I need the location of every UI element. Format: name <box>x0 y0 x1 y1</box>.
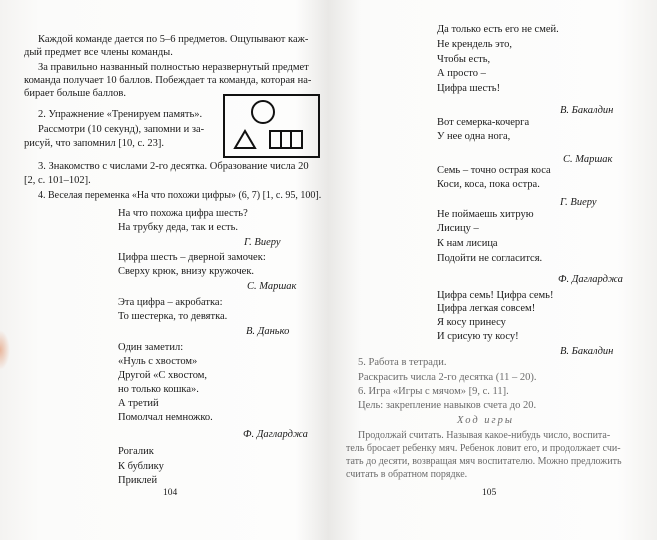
item3-line2: [2, с. 101–102]. <box>24 175 91 186</box>
poem5-line2: К бублику <box>118 461 164 472</box>
poem4-line4: но только кошка». <box>118 384 199 395</box>
item5-line1: 5. Работа в тетради. <box>358 357 447 368</box>
p1-line2: Не крендель это, <box>437 39 512 50</box>
poem5-line3: Приклей <box>118 475 158 486</box>
p4-line2: Лисицу – <box>437 223 479 234</box>
game-line3: тать до десяти, возвращая мяч воспитателю. Можно предложить <box>346 456 622 467</box>
p4-line4: Подойти не согласится. <box>437 253 543 264</box>
poem4-line3: Другой «С хвостом, <box>118 370 208 381</box>
poem1-line2: На трубку деда, так и есть. <box>118 222 239 233</box>
triangle-shape <box>235 131 255 148</box>
poem1-line1: На что похожа цифра шесть? <box>118 208 248 219</box>
p1-line1: Да только есть его не смей. <box>437 24 559 35</box>
item6-line: 6. Игра «Игры с мячом» [9, с. 11]. <box>358 386 509 397</box>
poem1-author: Г. Виеру <box>244 237 281 248</box>
poem4-line6: Помолчал немножко. <box>118 412 213 423</box>
p4-line3: К нам лисица <box>437 238 498 249</box>
poem5-line1: Рогалик <box>118 446 154 457</box>
poem4-line2: «Нуль с хвостом» <box>118 356 198 367</box>
p4-author: Ф. Дагларджа <box>558 274 623 285</box>
p2-line2: У нее одна нога, <box>437 131 511 142</box>
para1-line2: дый предмет все члены команды. <box>24 47 173 58</box>
p1-line3: Чтобы есть, <box>437 54 491 65</box>
memory-shapes-svg <box>225 96 318 156</box>
item4-line: 4. Веселая переменка «На что похожи цифры» (6, 7) [1, с. 95, 100]. <box>38 190 322 201</box>
item3-line1: 3. Знакомство с числами 2-го десятка. Образование числа 20 <box>38 161 309 172</box>
p5-author: В. Бакалдин <box>560 346 614 357</box>
p1-author: В. Бакалдин <box>560 105 614 116</box>
page-number-right: 105 <box>482 488 497 498</box>
para2-line3: бирает больше баллов. <box>24 88 127 99</box>
poem4-author: Ф. Дагларджа <box>243 429 308 440</box>
item5-line2: Раскрасить числа 2-го десятка (11 – 20). <box>358 372 537 383</box>
item2-line3: рисуй, что запомнил [10, с. 23]. <box>24 138 164 149</box>
poem4-line1: Один заметил: <box>118 342 184 353</box>
p4-line1: Не поймаешь хитрую <box>437 209 534 220</box>
p5-line3: Я косу принесу <box>437 317 506 328</box>
p3-line1: Семь – точно острая коса <box>437 165 551 176</box>
p5-line4: И срисую ту косу! <box>437 331 519 342</box>
para1-line1: Каждой команде дается по 5–6 предметов. Ощупывают каж- <box>38 34 309 45</box>
p3-line2: Коси, коса, пока остра. <box>437 179 540 190</box>
poem4-line5: А третий <box>118 398 159 409</box>
goal-line: Цель: закрепление навыков счета до 20. <box>358 400 537 411</box>
memory-figure <box>223 94 320 158</box>
page-number-left: 104 <box>163 488 178 498</box>
p3-author: Г. Виеру <box>560 197 597 208</box>
poem2-author: С. Маршак <box>247 281 297 292</box>
p2-line1: Вот семерка-кочерга <box>437 117 530 128</box>
poem2-line1: Цифра шесть – дверной замочек: <box>118 252 266 263</box>
poem2-line2: Сверху крюк, внизу кружочек. <box>118 266 255 277</box>
game-line4: считать в обратном порядке. <box>346 469 468 480</box>
game-heading: Ход игры <box>457 415 514 426</box>
game-line2: тель бросает ребенку мяч. Ребенок ловит его, и продолжает счи- <box>346 443 621 454</box>
item2-line1: 2. Упражнение «Тренируем память». <box>38 109 203 120</box>
para2-line2: команда получает 10 баллов. Побеждает та команда, которая на- <box>24 75 312 86</box>
page-edge-shadow <box>0 330 10 370</box>
game-line1: Продолжай считать. Называя какое-нибудь число, воспита- <box>358 430 611 441</box>
p2-author: С. Маршак <box>563 154 613 165</box>
p5-line1: Цифра семь! Цифра семь! <box>437 290 554 301</box>
poem3-line2: То шестерка, то девятка. <box>118 311 228 322</box>
p1-line4: А просто – <box>437 68 486 79</box>
circle-shape <box>252 101 274 123</box>
poem3-line1: Эта цифра – акробатка: <box>118 297 223 308</box>
rectangle-shape <box>270 131 302 148</box>
para2-line1: За правильно названный полностью неразвернутый предмет <box>38 62 309 73</box>
p1-line5: Цифра шесть! <box>437 83 501 94</box>
item2-line2: Рассмотри (10 секунд), запомни и за- <box>38 124 205 135</box>
poem3-author: В. Данько <box>246 326 290 337</box>
p5-line2: Цифра легкая совсем! <box>437 303 536 314</box>
